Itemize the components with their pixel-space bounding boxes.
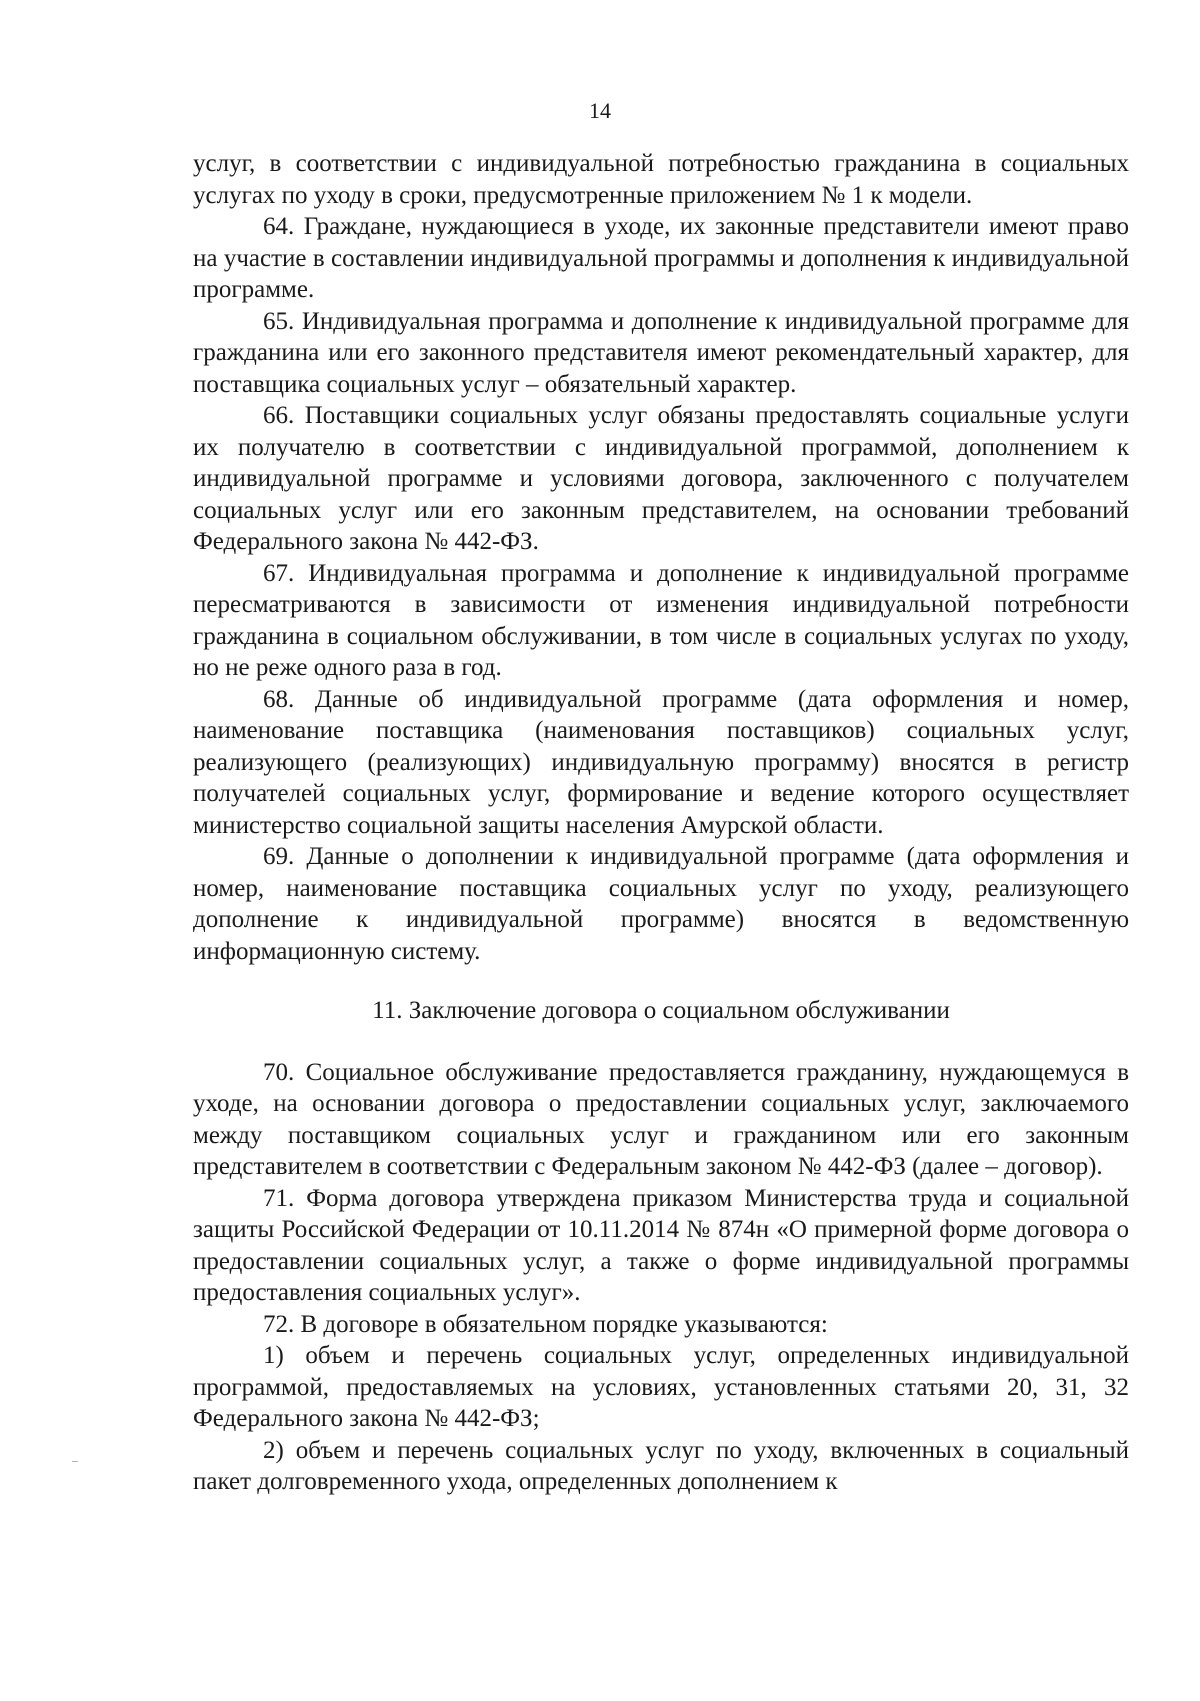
document-body [193, 148, 1129, 1498]
paragraph-68: 68. Данные об индивидуальной программе (дата оформления и номер, наименование поставщика (наименования поставщиков) социальных услуг, реализующего (реализующих) индивидуальную программу) вносятся в регистр получателей социальных услуг, формирование и ведение которого осуществляет министерство социальной защиты населения Амурской области. [193, 685, 1129, 839]
page-number: 14 [589, 98, 611, 123]
list-item-72-1: 1) объем и перечень социальных услуг, определенных индивидуальной программой, предоставляемых на условиях, установленных статьями 20, 31, 32 Федерального закона № 442-ФЗ; [193, 1342, 1129, 1432]
section-heading: 11. Заключение договора о социальном обслуживании [372, 997, 950, 1024]
paragraph-67: 67. Индивидуальная программа и дополнение к индивидуальной программе пересматриваются в зависимости от изменения индивидуальной потребности гражданина в социальном обслуживании, в том числе в социальных услугах по уходу, но не реже одного раза в год. [193, 559, 1129, 681]
paragraph-69: 69. Данные о дополнении к индивидуальной программе (дата оформления и номер, наименование поставщика социальных услуг по уходу, реализующего дополнение к индивидуальной программе) вносятся в ведомственную информационную систему. [193, 843, 1129, 965]
paragraph-65: 65. Индивидуальная программа и дополнение к индивидуальной программе для гражданина или его законного представителя имеют рекомендательный характер, для поставщика социальных услуг – обязательный характер. [193, 307, 1129, 398]
list-item-72-2: 2) объем и перечень социальных услуг по уходу, включенных в социальный пакет долговременного ухода, определенных дополнением к [193, 1436, 1129, 1495]
paragraph-71: 71. Форма договора утверждена приказом Министерства труда и социальной защиты Российской Федерации от 10.11.2014 № 874н «О примерной форме договора о предоставлении социальных услуг, а также о форме индивидуальной программы предоставления социальных услуг». [193, 1184, 1129, 1306]
paragraph-70: 70. Социальное обслуживание предоставляется гражданину, нуждающемуся в уходе, на основании договора о предоставлении социальных услуг, заключаемого между поставщиком социальных услуг и гражданином или его законным представителем в соответствии с Федеральным законом № 442-ФЗ (далее – договор). [193, 1058, 1129, 1180]
paragraph-64: 64. Граждане, нуждающиеся в уходе, их законные представители имеют право на участие в составлении индивидуальной программы и дополнения к индивидуальной программе. [193, 213, 1129, 303]
scan-artifact-mark [72, 1461, 78, 1462]
paragraph-66: 66. Поставщики социальных услуг обязаны предоставлять социальные услуги их получателю в соответствии с индивидуальной программой, дополнением к индивидуальной программе и условиями договора, заключенного с получателем социальных услуг или его законным представителем, на основании требований Федерального закона № 442-ФЗ. [193, 402, 1129, 555]
paragraph-continuation: услуг, в соответствии с индивидуальной потребностью гражданина в социальных услугах по уходу в сроки, предусмотренные приложением № 1 к модели. [193, 150, 1129, 209]
paragraph-72: 72. В договоре в обязательном порядке указываются: [263, 1310, 828, 1338]
